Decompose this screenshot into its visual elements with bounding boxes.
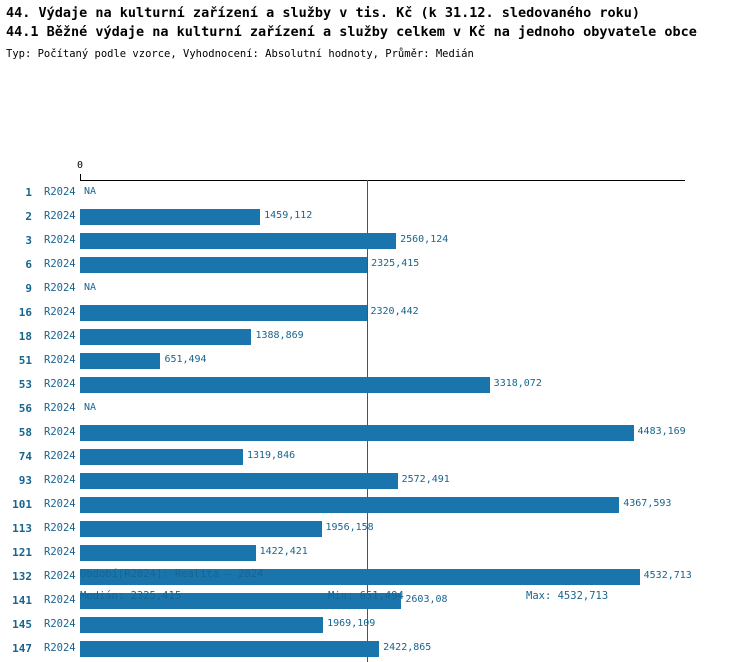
bar[interactable]	[80, 473, 398, 489]
row-index-label: 145	[12, 618, 32, 631]
table-row[interactable]	[0, 325, 750, 349]
row-index-label: 121	[12, 546, 32, 559]
row-category-label: R2024	[44, 186, 76, 198]
row-category-label: R2024	[44, 378, 76, 390]
table-row[interactable]	[0, 181, 750, 205]
table-row[interactable]	[0, 613, 750, 637]
bar[interactable]	[80, 257, 367, 273]
row-index-label: 58	[18, 426, 32, 439]
axis-zero-label: 0	[77, 160, 84, 171]
row-category-label: R2024	[44, 522, 76, 534]
bar-value-label: 1956,158	[325, 522, 374, 533]
bar-value-label: 1388,869	[255, 330, 304, 341]
row-index-label: 51	[18, 354, 32, 367]
bar-value-label: 1422,421	[259, 546, 308, 557]
chart-title-line-2: 44.1 Běžné výdaje na kulturní zařízení a služby celkem v Kč na jednoho obyvatele obce	[6, 24, 697, 40]
bar-value-label: 4532,713	[643, 570, 692, 581]
bar[interactable]	[80, 425, 634, 441]
row-index-label: 132	[12, 570, 32, 583]
legend-entry: Období[R2024]: Realita – 2024	[80, 568, 264, 580]
row-category-label: R2024	[44, 642, 76, 654]
table-row[interactable]	[0, 493, 750, 517]
bar[interactable]	[80, 545, 256, 561]
row-category-label: R2024	[44, 402, 76, 414]
row-index-label: 2	[25, 210, 32, 223]
chart-header	[0, 0, 750, 62]
bar-value-label-na: NA	[84, 402, 97, 413]
bar-value-label: 4483,169	[637, 426, 686, 437]
bar-row-list	[0, 181, 750, 661]
bar[interactable]	[80, 233, 396, 249]
bar-value-label: 2422,865	[383, 642, 432, 653]
bar-value-label: 2560,124	[400, 234, 449, 245]
median-stat: Medián: 2325,415	[80, 590, 182, 602]
bar[interactable]	[80, 617, 323, 633]
bar[interactable]	[80, 305, 367, 321]
table-row[interactable]	[0, 301, 750, 325]
table-row[interactable]	[0, 373, 750, 397]
min-stat: Min: 651,494	[328, 590, 404, 602]
row-category-label: R2024	[44, 258, 76, 270]
table-row[interactable]	[0, 253, 750, 277]
table-row[interactable]	[0, 421, 750, 445]
chart-subtitle: Typ: Počítaný podle vzorce, Vyhodnocení: Absolutní hodnoty, Průměr: Medián	[6, 48, 474, 60]
bar-value-label: 1319,846	[246, 450, 296, 461]
bar[interactable]	[80, 329, 251, 345]
row-index-label: 18	[18, 330, 32, 343]
chart-title-line-1: 44. Výdaje na kulturní zařízení a služby v tis. Kč (k 31.12. sledovaného roku)	[6, 5, 640, 21]
bar[interactable]	[80, 209, 260, 225]
row-category-label: R2024	[44, 354, 76, 366]
bar-value-label: 2325,415	[371, 258, 420, 269]
row-category-label: R2024	[44, 450, 76, 462]
row-category-label: R2024	[44, 306, 76, 318]
bar[interactable]	[80, 377, 490, 393]
table-row[interactable]	[0, 205, 750, 229]
row-category-label: R2024	[44, 330, 76, 342]
row-index-label: 9	[25, 282, 32, 295]
row-index-label: 147	[12, 642, 32, 655]
row-category-label: R2024	[44, 498, 76, 510]
table-row[interactable]	[0, 445, 750, 469]
row-category-label: R2024	[44, 618, 76, 630]
row-index-label: 101	[12, 498, 32, 511]
table-row[interactable]	[0, 277, 750, 301]
table-row[interactable]	[0, 637, 750, 661]
bar[interactable]	[80, 497, 619, 513]
table-row[interactable]	[0, 541, 750, 565]
row-category-label: R2024	[44, 426, 76, 438]
bar-value-label: 2603,08	[405, 594, 448, 605]
bar-value-label-na: NA	[84, 186, 97, 197]
bar-value-label: 2572,491	[401, 474, 450, 485]
row-index-label: 93	[18, 474, 32, 487]
row-index-label: 141	[12, 594, 32, 607]
bar-value-label: 1969,109	[327, 618, 376, 629]
row-index-label: 3	[25, 234, 32, 247]
table-row[interactable]	[0, 229, 750, 253]
row-category-label: R2024	[44, 210, 76, 222]
row-index-label: 6	[25, 258, 32, 271]
bar[interactable]	[80, 449, 243, 465]
row-category-label: R2024	[44, 594, 76, 606]
row-category-label: R2024	[44, 570, 76, 582]
row-category-label: R2024	[44, 282, 76, 294]
row-index-label: 74	[18, 450, 32, 463]
table-row[interactable]	[0, 469, 750, 493]
table-row[interactable]	[0, 397, 750, 421]
bar-value-label-na: NA	[84, 282, 97, 293]
chart-plot-area	[0, 68, 750, 655]
bar[interactable]	[80, 353, 160, 369]
row-index-label: 1	[25, 186, 32, 199]
bar-value-label: 3318,072	[493, 378, 542, 389]
table-row[interactable]	[0, 517, 750, 541]
row-category-label: R2024	[44, 546, 76, 558]
bar[interactable]	[80, 521, 322, 537]
row-index-label: 16	[18, 306, 32, 319]
bar-value-label: 1459,112	[264, 210, 313, 221]
table-row[interactable]	[0, 349, 750, 373]
row-index-label: 113	[12, 522, 32, 535]
row-category-label: R2024	[44, 234, 76, 246]
bar-value-label: 651,494	[164, 354, 207, 365]
row-category-label: R2024	[44, 474, 76, 486]
bar-value-label: 2320,442	[370, 306, 419, 317]
row-index-label: 56	[18, 402, 32, 415]
bar[interactable]	[80, 641, 379, 657]
max-stat: Max: 4532,713	[526, 590, 609, 602]
bar-value-label: 4367,593	[623, 498, 672, 509]
row-index-label: 53	[18, 378, 32, 391]
